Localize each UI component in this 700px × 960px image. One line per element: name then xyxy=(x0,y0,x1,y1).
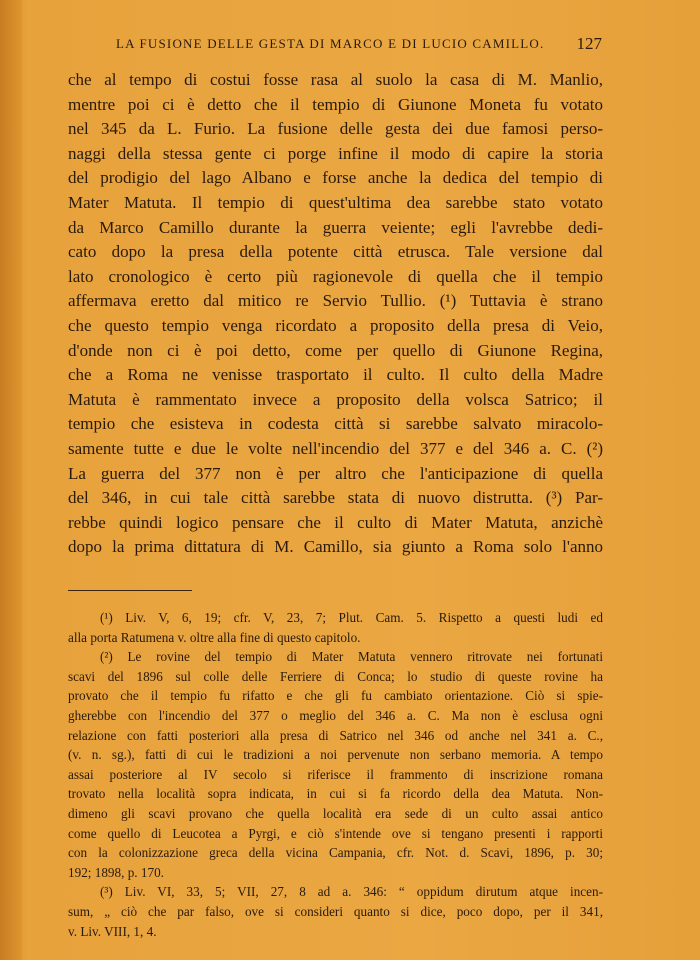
footnotes xyxy=(68,608,603,941)
body-line: d'onde non ci è poi detto, come per quello di Giunone Regina, xyxy=(68,340,603,360)
body-line: dopo la prima dittatura di M. Camillo, sia giunto a Roma solo l'anno xyxy=(68,537,603,557)
footnote-line: (³) Liv. VI, 33, 5; VII, 27, 8 ad a. 346: “ oppidum dirutum atque incen- xyxy=(100,884,603,900)
body-line: che a Roma ne venisse trasportato il culto. Il culto della Madre xyxy=(68,365,603,385)
body-line: lato cronologico è certo più ragionevole di quella che il tempio xyxy=(68,266,603,286)
footnote-line: sum, „ ciò che par falso, ove si consideri quanto si dice, poco dopo, per il 341, xyxy=(68,903,603,919)
page-spine-shadow xyxy=(0,0,22,960)
body-line: da Marco Camillo durante la guerra veiente; egli l'avrebbe dedi- xyxy=(68,217,603,237)
body-line: mentre poi ci è detto che il tempio di Giunone Moneta fu votato xyxy=(68,94,603,114)
body-line: che questo tempio venga ricordato a proposito della presa di Veio, xyxy=(68,315,603,335)
footnote-line: provato che il tempio fu rifatto e che gli fu cambiato orientazione. Ciò si spie- xyxy=(68,688,603,704)
footnote-line: 192; 1898, p. 170. xyxy=(68,864,164,880)
body-line: che al tempo di costui fosse rasa al suolo la casa di M. Manlio, xyxy=(68,70,603,89)
footnote-line: alla porta Ratumena v. oltre alla fine di questo capitolo. xyxy=(68,629,361,645)
footnote-line: trovato nella località sopra indicata, in cui si fa ricordo della dea Matuta. Non- xyxy=(68,786,603,802)
footnote-line: gherebbe con l'incendio del 377 o meglio del 346 a. C. Ma non è esclusa ogni xyxy=(68,707,603,723)
footnote-line: (²) Le rovine del tempio di Mater Matuta vennero ritrovate nei fortunati xyxy=(100,649,603,665)
body-line: rebbe quindi logico pensare che il culto di Mater Matuta, anzichè xyxy=(68,512,603,532)
body-line: samente tutte e due le volte nell'incendio del 377 e del 346 a. C. (²) xyxy=(68,438,603,458)
body-line: cato dopo la presa della potente città etrusca. Tale versione dal xyxy=(68,242,603,262)
footnote-line: (¹) Liv. V, 6, 19; cfr. V, 23, 7; Plut. Cam. 5. Rispetto a questi ludi ed xyxy=(100,610,603,625)
body-line: del 346, in cui tale città sarebbe stata di nuovo distrutta. (³) Par- xyxy=(68,488,603,508)
footnote-line: dimeno gli scavi provano che quella località era sede di un culto assai antico xyxy=(68,805,603,821)
footnote-line: come quello di Leucotea a Pyrgi, e ciò s'intende ove si tengano presenti i rapporti xyxy=(68,825,603,841)
body-line: affermava eretto dal mitico re Servio Tullio. (¹) Tuttavia è strano xyxy=(68,291,603,311)
page-number: 127 xyxy=(576,34,602,53)
body-line: La guerra del 377 non è per altro che l'anticipazione di quella xyxy=(68,463,603,483)
footnote-line: scavi del 1896 sul colle delle Ferriere di Conca; lo studio di queste rovine ha xyxy=(68,668,603,684)
body-line: nel 345 da L. Furio. La fusione delle gesta dei due famosi perso- xyxy=(68,119,603,139)
footnote-line: relazione con fatti posteriori alla presa di Satrico nel 346 od anche nel 341 a. C., xyxy=(68,727,603,743)
footnote-line: assai posteriore al IV secolo si riferisce il frammento di inscrizione romana xyxy=(68,766,603,782)
body-line: Mater Matuta. Il tempio di quest'ultima dea sarebbe stato votato xyxy=(68,192,603,212)
footnote-separator xyxy=(68,590,192,591)
running-header: LA FUSIONE DELLE GESTA DI MARCO E DI LUCIO CAMILLO. xyxy=(116,36,545,51)
footnote-line: con la colonizzazione greca della vicina Campania, cfr. Not. d. Scavi, 1896, p. 30; xyxy=(68,845,603,861)
body-line: Matuta è rammentato invece a proposito della volsca Satrico; il xyxy=(68,389,603,409)
body-line: tempio che esisteva in codesta città si sarebbe salvato miracolo- xyxy=(68,414,603,434)
main-text xyxy=(68,68,603,560)
footnote-line: (v. n. sg.), fatti di cui le tradizioni a noi pervenute non serbano memoria. A tempo xyxy=(68,747,603,763)
footnote-line: v. Liv. VIII, 1, 4. xyxy=(68,923,157,939)
body-line: del prodigio del lago Albano e forse anche la dedica del tempio di xyxy=(68,168,603,188)
body-line: naggi della stessa gente ci porge infine il modo di capire la storia xyxy=(68,143,603,163)
